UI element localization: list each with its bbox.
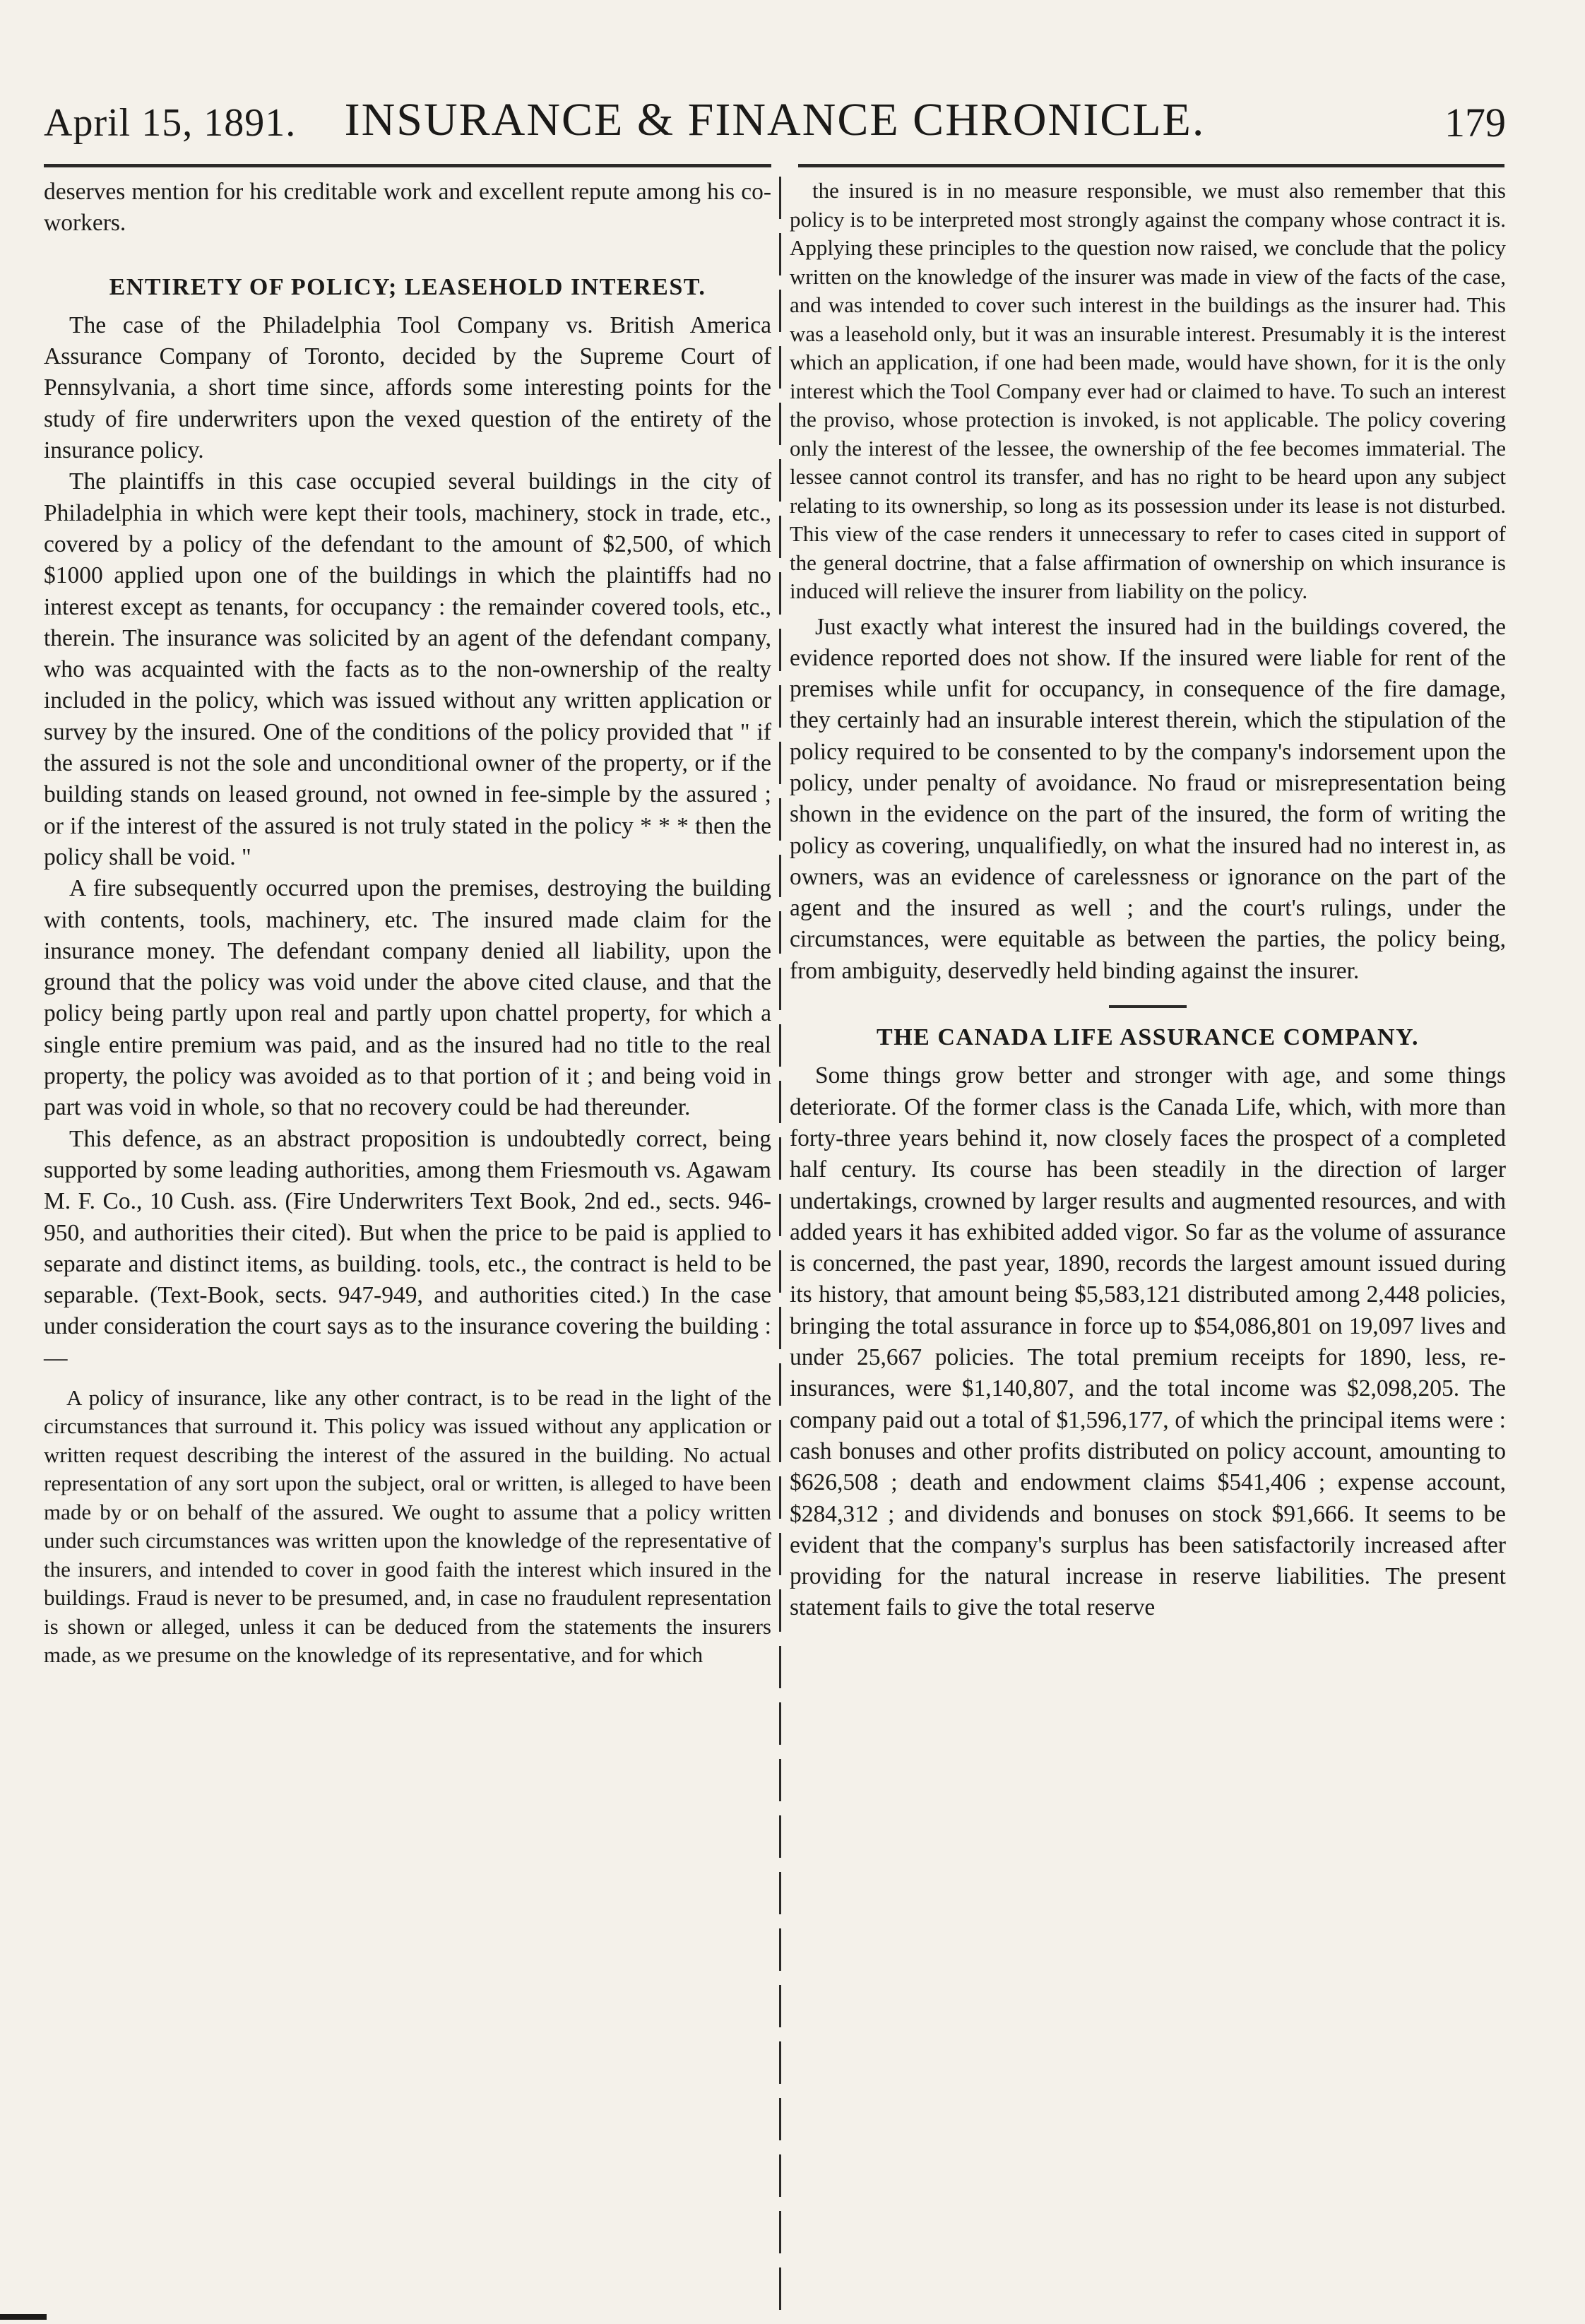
article-heading-entirety: ENTIRETY OF POLICY; LEASEHOLD INTEREST. (109, 273, 706, 300)
page-corner-mark (0, 2314, 47, 2320)
masthead (44, 90, 1506, 154)
paragraph: This defence, as an abstract proposition is undoubtedly correct, being supported by some leading authorities, among them Friesmouth vs. Agawam M. F. Co., 10 Cush. ass. (Fire Underwriters Text Book, 2nd ed., sects. 946-950, and authorities their cited). But when the price to be paid is applied to separate and distinct items, as building. tools, etc., the contract is held to be separable. (Text-Book, sects. 947-949, and authorities cited.) In the case under consideration the court says as to the insurance covering the building :— (44, 1125, 771, 1371)
paragraph: Just exactly what interest the insured had in the buildings covered, the evidence reported does not show. If the insured were liable for rent of the premises while unfit for occupancy, in consequence of the fire damage, they certainly had an insurable interest therein, which the stipulation of the policy required to be consented to by the company's indorsement upon the policy, under penalty of avoidance. No fraud or misrepresentation being shown in the evidence on the part of the insured, the form of writing the policy as covering, unqualifiedly, on what the insured had no interest in, as owners, was an evidence of carelessness or ignorance on the part of the agent and the insured as well ; and the court's rulings, under the circumstances, were equitable as between the parties, the policy being, from ambiguity, deservedly held binding against the insurer. (790, 613, 1506, 984)
section-separator (1109, 1005, 1187, 1008)
right-column (790, 177, 1506, 1624)
page-number: 179 (1444, 100, 1506, 146)
paragraph: A fire subsequently occurred upon the premises, destroying the building with contents, tools, machinery, etc. The insured made claim for the insurance money. The defendant company denied all liability, upon the ground that the policy was void under the above cited clause, and that the policy being partly upon real and partly upon chattel property, for which a single entire premium was paid, and as the insured had no title to the real property, the policy was avoided as to that portion of it ; and being void in part was void in whole, so that no recovery could be had thereunder. (44, 875, 771, 1121)
quotation-continued-text: the insured is in no measure responsible, we must also remember that this policy is to be interpreted most strongly against the company whose contract it is. Applying these principles to the question now raised, we conclude that the policy written on the knowledge of the insurer was made in view of the facts of the case, and was intended to cover such interest in the buildings as the insurer had. This was a leasehold only, but it was an insurable interest. Presumably it is the interest which an application, if one had been made, would have shown, for it is the only interest which the Tool Company ever had or claimed to have. To such an interest the proviso, whose protection is invoked, is not applicable. The policy covering only the interest of the lessee, the ownership of the fee becomes immaterial. The lessee cannot control its transfer, and has no right to be heard upon any subject relating to its ownership, so long as its possession under its lease is not disturbed. This view of the case renders it unnecessary to refer to cases cited in support of the general doctrine, that a false affirmation of ownership on which insurance is induced will relieve the insurer from liability on the policy. (790, 178, 1506, 603)
intro-text: deserves mention for his creditable work and excellent repute among his co-workers. (44, 179, 771, 237)
court-quotation-continued (790, 177, 1506, 606)
issue-date: April 15, 1891. (44, 101, 297, 145)
masthead-rule-right (798, 164, 1504, 167)
publication-title: INSURANCE & FINANCE CHRONICLE. (344, 94, 1206, 146)
masthead-rule-left (44, 164, 771, 167)
paragraph: The case of the Philadelphia Tool Company vs. British America Assurance Company of Toronto, decided by the Supreme Court of Pennsylvania, a short time since, affords some interesting points for the study of fire underwriters upon the vexed question of the entirety of the insurance policy. (44, 312, 771, 464)
left-column (44, 177, 771, 1670)
paragraph: The plaintiffs in this case occupied several buildings in the city of Philadelphia in which were kept their tools, machinery, stock in trade, etc., covered by a policy of the defendant to the amount of $2,500, of which $1000 applied upon one of the buildings in which the plaintiffs had no interest except as tenants, for occupancy : the remainder covered tools, etc., therein. The insurance was solicited by an agent of the defendant company, who was acquainted with the facts as to the non-ownership of the realty included in the policy, which was issued without any written application or survey by the insured. One of the conditions of the policy provided that " if the assured is not the sole and unconditional owner of the property, or if the building stands on leased ground, not owned in fee-simple by the assured ; or if the interest of the assured is not truly stated in the policy * * * then the policy shall be void. " (44, 468, 771, 870)
quotation-text: A policy of insurance, like any other contract, is to be read in the light of the circumstances that surround it. This policy was issued without any application or written request describing the interest of the assured in the building. No actual representation of any sort upon the subject, oral or written, is alleged to have been made by or on behalf of the assured. We ought to assume that a policy written under such circumstances was written upon the knowledge of the representative of the insurers, and intended to cover in good faith the interest which insured in the buildings. Fraud is never to be presumed, and, in case no fraudulent representation is shown or alleged, unless it can be deduced from the statements the insurers made, as we presume on the knowledge of its representative, and for which (44, 1385, 771, 1668)
column-divider (779, 177, 781, 2324)
article-heading-canada-life: THE CANADA LIFE ASSURANCE COMPANY. (877, 1024, 1419, 1051)
paragraph: Some things grow better and stronger with age, and some things deteriorate. Of the former class is the Canada Life, which, with more than forty-three years behind it, now closely faces the prospect of a completed half century. Its course has been steadily in the direction of larger undertakings, crowned by larger results and augmented resources, and with added years it has exhibited added vigor. So far as the volume of assurance is concerned, the past year, 1890, records the largest amount issued during its history, that amount being $5,583,121 distributed among 2,448 policies, bringing the total assurance in force up to $54,086,801 on 19,097 lives and under 25,667 policies. The total premium receipts for 1890, less, re-insurances, were $1,140,807, and the total income was $2,098,205. The company paid out a total of $1,596,177, of which the principal items were : cash bonuses and other profits distributed on policy account, amounting to $626,508 ; death and endowment claims $541,406 ; expense account, $284,312 ; and dividends and bonuses on stock $91,666. It seems to be evident that the company's surplus has been satisfactorily increased after providing for the natural increase in reserve liabilities. The present statement fails to give the total reserve (790, 1062, 1506, 1621)
court-quotation (44, 1384, 771, 1670)
